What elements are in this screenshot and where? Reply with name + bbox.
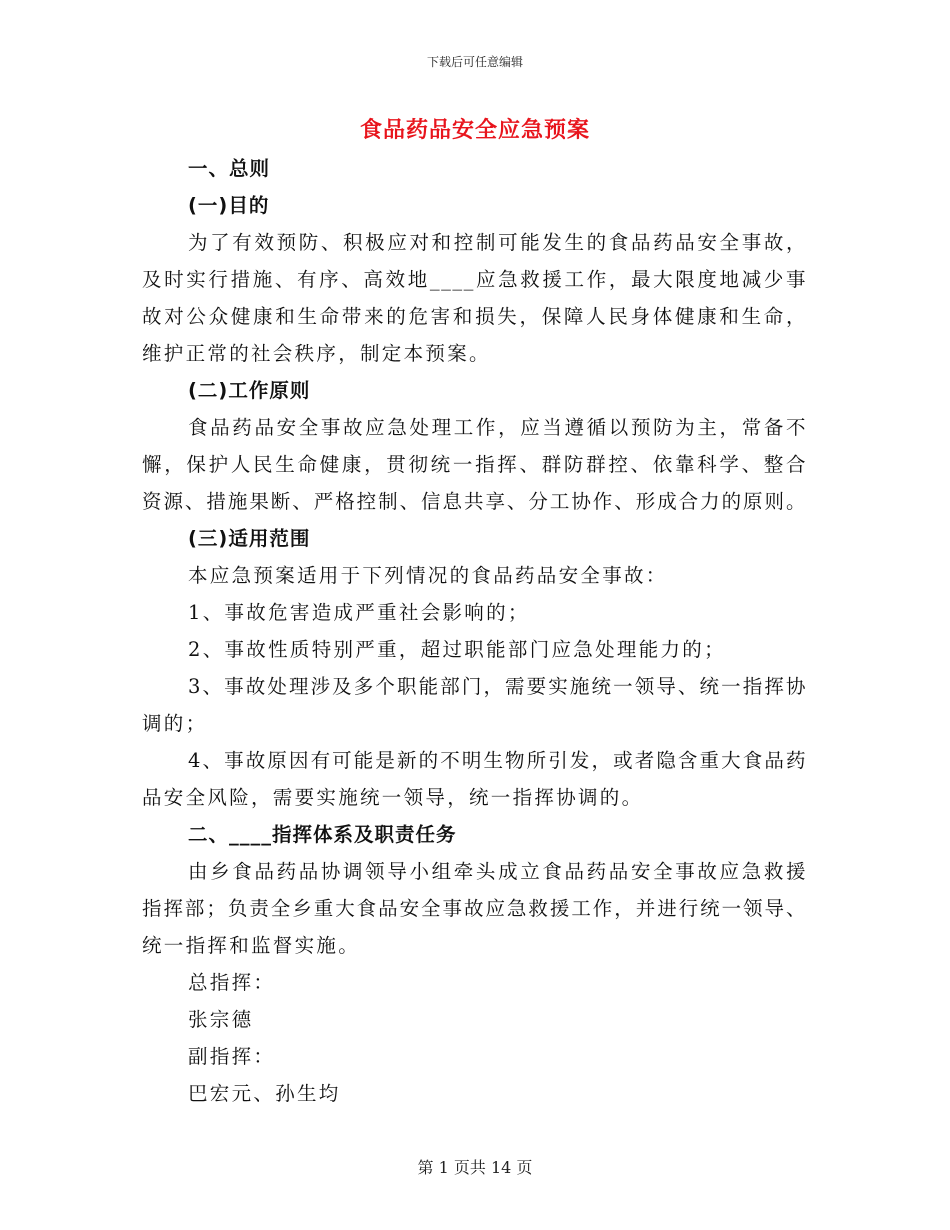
document-title: 食品药品安全应急预案 [359,118,590,143]
page-footer: 第 1 页共 14 页 [417,1158,533,1177]
body-line: 3、事故处理涉及多个职能部门，需要实施统一领导、统一指挥协 [188,675,807,698]
body-line: 食品药品安全事故应急处理工作，应当遵循以预防为主，常备不 [188,416,807,439]
section-heading: 一、总则 [188,157,271,180]
body-line: 资源、措施果断、严格控制、信息共享、分工协作、形成合力的原则。 [142,490,807,513]
body-line: 故对公众健康和生命带来的危害和损失，保障人民身体健康和生命， [142,305,807,328]
body-line: 及时实行措施、有序、高效地____应急救援工作，最大限度地减少事 [142,268,807,291]
document-body [142,150,807,1112]
body-line: 指挥部；负责全乡重大食品安全事故应急救援工作，并进行统一领导、 [142,897,807,920]
body-line: 张宗德 [188,1008,254,1031]
section-heading: (三)适用范围 [188,527,311,550]
body-line: 由乡食品药品协调领导小组牵头成立食品药品安全事故应急救援 [188,860,807,883]
body-line: 2、事故性质特别严重，超过职能部门应急处理能力的； [188,638,726,661]
body-line: 统一指挥和监督实施。 [142,934,361,957]
section-heading: (二)工作原则 [188,379,311,402]
section-heading: (一)目的 [188,194,270,217]
body-line: 为了有效预防、积极应对和控制可能发生的食品药品安全事故， [188,231,807,254]
body-line: 1、事故危害造成严重社会影响的； [188,601,530,624]
body-line: 4、事故原因有可能是新的不明生物所引发，或者隐含重大食品药 [188,749,807,772]
body-line: 调的； [142,712,208,735]
header-note: 下载后可任意编辑 [426,55,523,69]
body-line: 本应急预案适用于下列情况的食品药品安全事故： [188,564,668,587]
body-line: 副指挥： [188,1045,276,1068]
body-line: 总指挥： [188,971,276,994]
body-line: 巴宏元、孙生均 [188,1082,341,1105]
body-line: 懈，保护人民生命健康，贯彻统一指挥、群防群控、依靠科学、整合 [142,453,807,476]
section-heading: 二、____指挥体系及职责任务 [188,823,457,846]
body-line: 维护正常的社会秩序，制定本预案。 [142,342,491,365]
body-line: 品安全风险，需要实施统一领导，统一指挥协调的。 [142,786,644,809]
